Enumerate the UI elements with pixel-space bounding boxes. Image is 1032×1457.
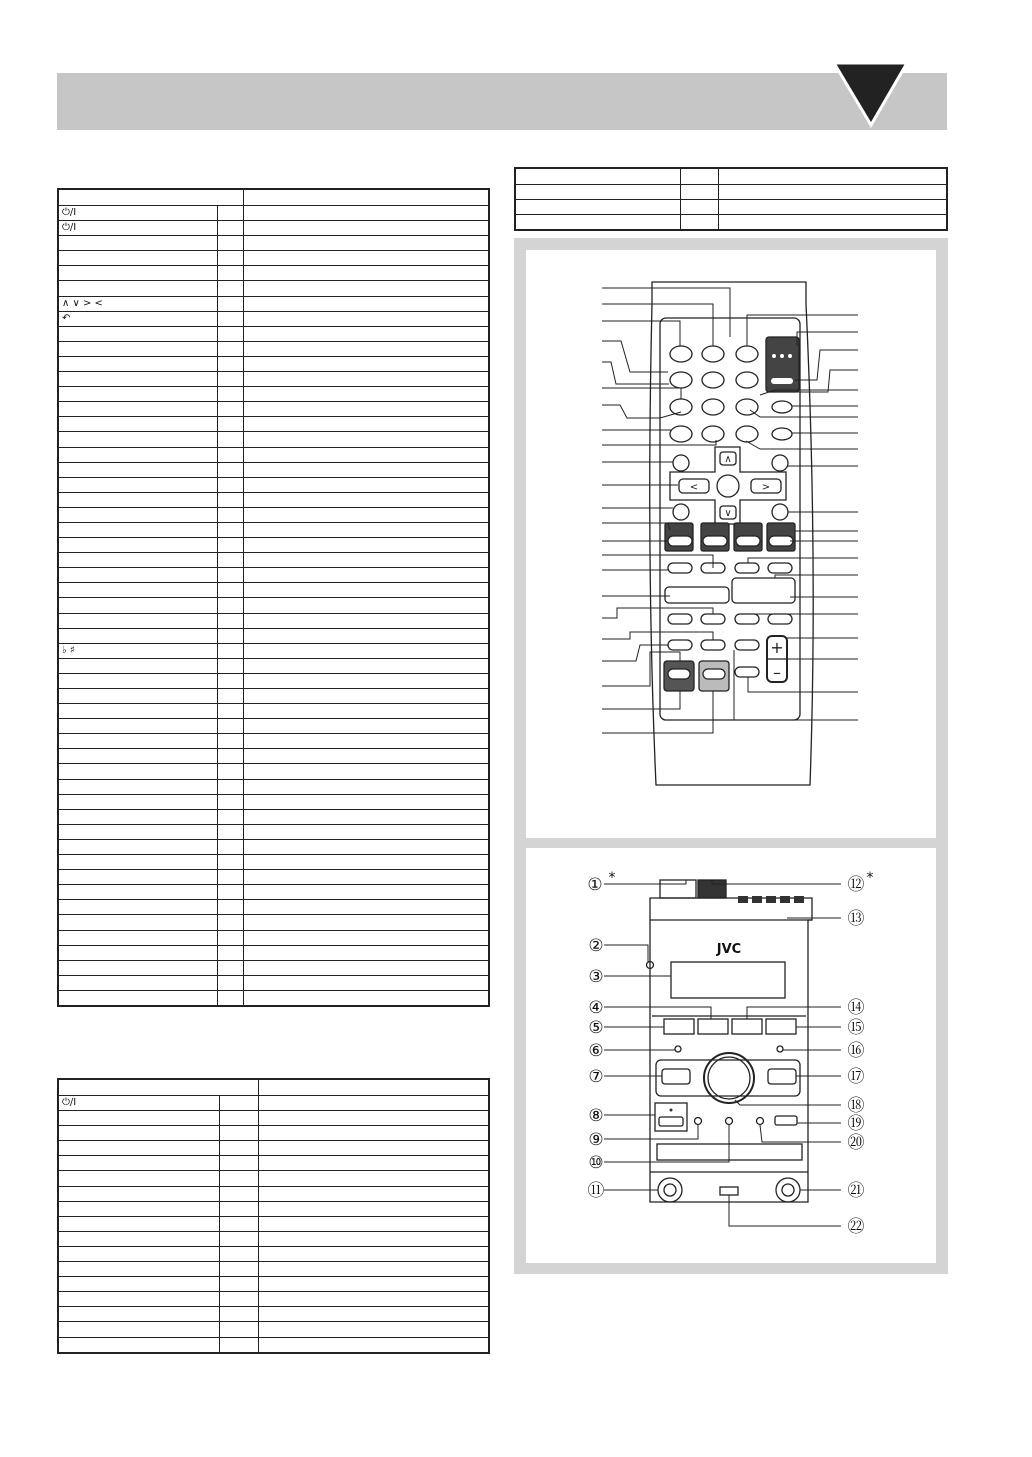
table-row <box>58 809 489 824</box>
table-row <box>58 462 489 477</box>
button-symbol-cell <box>58 1111 219 1126</box>
button-symbol-cell <box>58 251 217 266</box>
table-row <box>515 215 947 231</box>
table-row <box>58 673 489 688</box>
page-corner-triangle <box>834 63 947 131</box>
button-symbol-cell <box>58 568 217 583</box>
callout-11: ⑪ <box>587 1181 605 1201</box>
table-row <box>58 1307 489 1322</box>
button-symbol-cell <box>58 658 217 673</box>
button-symbol-cell <box>58 915 217 930</box>
table-row <box>58 447 489 462</box>
button-symbol-cell <box>58 538 217 553</box>
callout-13: ⑬ <box>847 909 865 929</box>
table-row <box>58 568 489 583</box>
table-row <box>58 990 489 1006</box>
button-symbol-cell <box>58 839 217 854</box>
callout-16: ⑯ <box>847 1041 865 1061</box>
table-row <box>58 598 489 613</box>
callout-3: ③ <box>588 967 604 987</box>
remote-controller-table <box>57 188 490 1007</box>
button-symbol-cell <box>58 930 217 945</box>
button-symbol-cell: ↶ <box>58 311 217 326</box>
top-right-table <box>514 167 948 231</box>
table-row <box>58 915 489 930</box>
table-row <box>58 1201 489 1216</box>
table-row <box>58 719 489 734</box>
button-symbol-cell <box>58 990 217 1006</box>
callout-14: ⑭ <box>847 998 865 1018</box>
callout-6: ⑥ <box>588 1041 604 1061</box>
button-symbol-cell <box>58 975 217 990</box>
button-symbol-cell <box>58 734 217 749</box>
button-symbol-cell <box>58 356 217 371</box>
table-row <box>58 900 489 915</box>
button-symbol-cell <box>58 613 217 628</box>
svg-text:∧: ∧ <box>724 454 732 465</box>
button-symbol-cell <box>58 945 217 960</box>
button-symbol-cell <box>58 266 217 281</box>
table-row <box>58 311 489 326</box>
callout-18: ⑱ <box>847 1096 865 1116</box>
main-unit-table <box>57 1078 490 1354</box>
button-symbol-cell <box>58 1337 219 1353</box>
table-row <box>58 1141 489 1156</box>
volume-minus-label: – <box>773 663 781 682</box>
main-unit-illustration <box>514 848 948 1274</box>
table-row <box>58 839 489 854</box>
svg-text:>: > <box>761 482 771 493</box>
table-row <box>58 221 489 236</box>
table-header-row <box>58 1079 489 1096</box>
button-symbol-cell <box>58 1292 219 1307</box>
table-row <box>58 794 489 809</box>
button-symbol-cell <box>58 447 217 462</box>
button-symbol-cell <box>58 704 217 719</box>
callout-19: ⑲ <box>847 1114 865 1134</box>
table-row <box>58 341 489 356</box>
table-row <box>58 553 489 568</box>
table-row <box>58 945 489 960</box>
table-row <box>58 266 489 281</box>
button-symbol-cell <box>58 281 217 296</box>
table-row <box>58 870 489 885</box>
table-row <box>58 613 489 628</box>
table-row <box>58 1156 489 1171</box>
button-symbol-cell <box>58 689 217 704</box>
volume-plus-label: + <box>770 638 784 657</box>
table-row <box>58 296 489 311</box>
button-symbol-cell <box>58 326 217 341</box>
button-symbol-cell <box>58 1262 219 1277</box>
button-symbol-cell: ♭ ♯ <box>58 643 217 658</box>
button-symbol-cell <box>58 341 217 356</box>
button-symbol-cell <box>58 432 217 447</box>
remote-control-illustration <box>514 238 948 838</box>
button-symbol-cell <box>58 628 217 643</box>
table-row <box>58 1292 489 1307</box>
table-row <box>58 975 489 990</box>
button-symbol-cell <box>58 794 217 809</box>
button-symbol-cell <box>58 462 217 477</box>
callout-1-asterisk: * <box>608 870 616 886</box>
svg-text:∨: ∨ <box>724 508 732 519</box>
button-symbol-cell <box>58 236 217 251</box>
button-symbol-cell <box>58 492 217 507</box>
button-symbol-cell <box>58 1322 219 1337</box>
button-symbol-cell <box>58 1246 219 1261</box>
brand-logo: JVC <box>716 942 742 957</box>
callout-15: ⑮ <box>847 1018 865 1038</box>
table-row <box>58 1277 489 1292</box>
callout-7: ⑦ <box>588 1067 604 1087</box>
button-symbol-cell <box>58 1277 219 1292</box>
table-row <box>58 387 489 402</box>
callout-21: ㉑ <box>847 1181 865 1201</box>
callout-12-asterisk: * <box>866 870 874 886</box>
callout-9: ⑨ <box>588 1130 604 1150</box>
table-row <box>58 1337 489 1353</box>
callout-8: ⑧ <box>588 1106 604 1126</box>
button-symbol-cell <box>58 764 217 779</box>
table-row <box>58 704 489 719</box>
button-symbol-cell <box>58 719 217 734</box>
callout-12: ⑫ <box>847 875 865 895</box>
button-symbol-cell <box>58 1156 219 1171</box>
table-row <box>58 960 489 975</box>
button-symbol-cell <box>58 598 217 613</box>
table-row <box>58 628 489 643</box>
table-row <box>58 477 489 492</box>
button-symbol-cell <box>58 1126 219 1141</box>
button-symbol-cell <box>58 417 217 432</box>
button-symbol-cell: ∧ ∨ > < <box>58 296 217 311</box>
table-row <box>58 930 489 945</box>
button-symbol-cell <box>58 900 217 915</box>
button-symbol-cell <box>58 553 217 568</box>
table-row <box>58 643 489 658</box>
table-row <box>58 764 489 779</box>
table-header-row <box>58 189 489 206</box>
table-row <box>58 734 489 749</box>
button-symbol-cell <box>58 885 217 900</box>
table-row <box>58 1262 489 1277</box>
table-row <box>58 583 489 598</box>
table-row <box>58 372 489 387</box>
table-row <box>58 689 489 704</box>
table-row <box>515 185 947 200</box>
table-row <box>58 432 489 447</box>
table-row <box>58 356 489 371</box>
table-row <box>58 824 489 839</box>
button-symbol-cell <box>58 855 217 870</box>
button-symbol-cell <box>58 749 217 764</box>
button-symbol-cell <box>58 1231 219 1246</box>
button-symbol-cell <box>58 1171 219 1186</box>
table-row <box>58 522 489 537</box>
table-row <box>58 1322 489 1337</box>
button-symbol-cell <box>58 1307 219 1322</box>
button-symbol-cell <box>58 1201 219 1216</box>
button-symbol-cell: ⏻/I <box>58 221 217 236</box>
table-row <box>515 168 947 185</box>
table-row <box>515 200 947 215</box>
button-symbol-cell <box>58 372 217 387</box>
table-row <box>58 402 489 417</box>
table-row <box>58 1126 489 1141</box>
table-row <box>58 1246 489 1261</box>
callout-5: ⑤ <box>588 1018 604 1038</box>
button-symbol-cell <box>58 673 217 688</box>
button-symbol-cell: ⏻/I <box>58 206 217 221</box>
button-symbol-cell <box>58 522 217 537</box>
table-row <box>58 1096 489 1111</box>
table-row <box>58 885 489 900</box>
table-row <box>58 251 489 266</box>
button-symbol-cell <box>58 507 217 522</box>
callout-1: ① <box>587 875 603 895</box>
button-symbol-cell <box>58 583 217 598</box>
button-symbol-cell <box>58 1216 219 1231</box>
table-row <box>58 236 489 251</box>
table-row <box>58 1216 489 1231</box>
callout-17: ⑰ <box>847 1067 865 1087</box>
button-symbol-cell <box>58 387 217 402</box>
button-symbol-cell <box>58 779 217 794</box>
table-row <box>58 417 489 432</box>
table-row <box>58 1231 489 1246</box>
button-symbol-cell <box>58 477 217 492</box>
table-row <box>58 206 489 221</box>
table-row <box>58 749 489 764</box>
table-row <box>58 507 489 522</box>
table-row <box>58 492 489 507</box>
button-symbol-cell <box>58 809 217 824</box>
section-header-band <box>57 73 947 130</box>
table-row <box>58 1171 489 1186</box>
callout-10: ⑩ <box>588 1153 604 1173</box>
table-row <box>58 779 489 794</box>
callout-4: ④ <box>588 998 604 1018</box>
button-symbol-cell <box>58 1141 219 1156</box>
button-symbol-cell: ⏻/I <box>58 1096 219 1111</box>
button-symbol-cell <box>58 402 217 417</box>
table-row <box>58 1111 489 1126</box>
svg-text:<: < <box>689 482 699 493</box>
table-row <box>58 855 489 870</box>
callout-22: ㉒ <box>847 1217 865 1237</box>
button-symbol-cell <box>58 960 217 975</box>
button-symbol-cell <box>58 824 217 839</box>
button-symbol-cell <box>58 1186 219 1201</box>
table-row <box>58 1186 489 1201</box>
callout-20: ⑳ <box>847 1133 865 1153</box>
table-row <box>58 326 489 341</box>
table-row <box>58 281 489 296</box>
table-row <box>58 658 489 673</box>
button-symbol-cell <box>58 870 217 885</box>
callout-2: ② <box>588 936 604 956</box>
table-row <box>58 538 489 553</box>
